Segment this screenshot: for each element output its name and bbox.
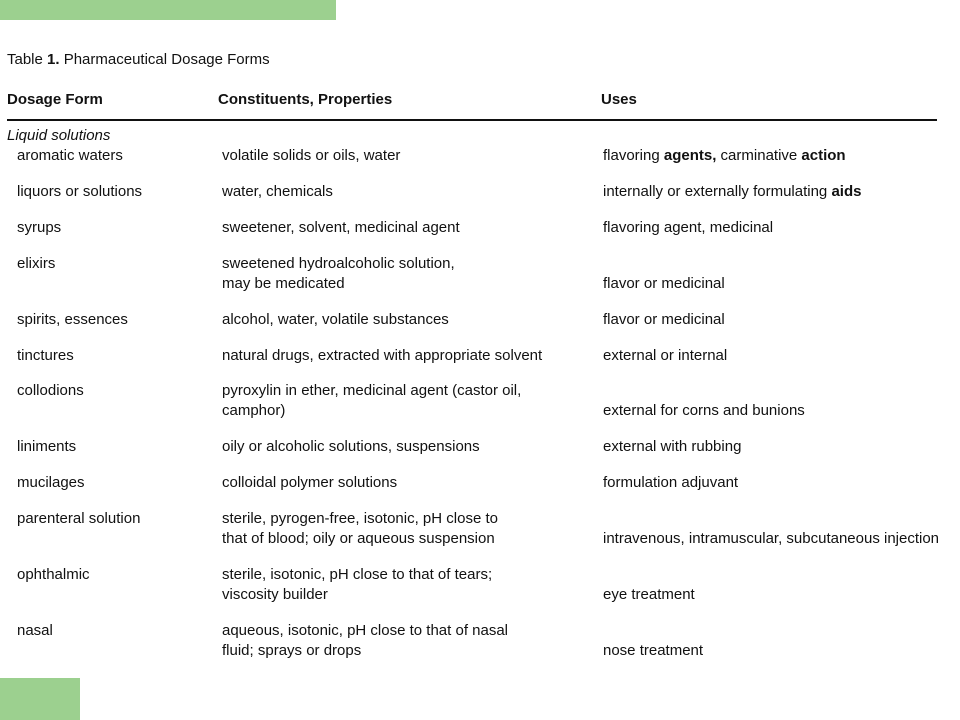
group-label: Liquid solutions xyxy=(7,127,111,144)
constituents-cell: sweetened hydroalcoholic solution, may be medicated xyxy=(222,255,455,292)
uses-cell: external for corns and bunions xyxy=(603,402,805,419)
constituents-cell: alcohol, water, volatile substances xyxy=(222,311,449,328)
constituents-cell: colloidal polymer solutions xyxy=(222,474,398,491)
header-uses: Uses xyxy=(601,91,637,108)
uses-cell: flavoring agent, medicinal xyxy=(603,219,774,236)
constituents-cell: sterile, pyrogen-free, isotonic, pH close to that of blood; oily or aqueous suspension xyxy=(222,510,498,547)
caption-prefix: Table xyxy=(7,51,48,68)
form-cell: syrups xyxy=(17,219,62,236)
header-constituents: Constituents, Properties xyxy=(218,91,393,108)
top-accent-bar xyxy=(0,0,336,20)
constituents-cell: sweetener, solvent, medicinal agent xyxy=(222,219,460,236)
form-cell: liniments xyxy=(17,438,77,455)
constituents-cell: volatile solids or oils, water xyxy=(222,147,401,164)
uses-cell: eye treatment xyxy=(603,586,695,603)
caption-title: Pharmaceutical Dosage Forms xyxy=(59,51,270,68)
form-cell: spirits, essences xyxy=(17,311,128,328)
uses-cell: formulation adjuvant xyxy=(603,474,739,491)
uses-cell: flavor or medicinal xyxy=(603,275,725,292)
form-cell: collodions xyxy=(17,382,84,399)
constituents-cell: pyroxylin in ether, medicinal agent (castor oil, camphor) xyxy=(222,382,522,419)
form-cell: mucilages xyxy=(17,474,85,491)
uses-cell: external with rubbing xyxy=(603,438,742,455)
constituents-cell: sterile, isotonic, pH close to that of tears; viscosity builder xyxy=(222,566,493,603)
form-cell: nasal xyxy=(17,622,53,639)
uses-cell: external or internal xyxy=(603,347,728,364)
uses-cell: nose treatment xyxy=(603,642,704,659)
form-cell: parenteral solution xyxy=(17,510,141,527)
caption-number: 1. xyxy=(47,51,60,68)
bottom-accent-bar xyxy=(0,678,80,720)
uses-cell: intravenous, intramuscular, subcutaneous injection xyxy=(603,530,940,547)
constituents-cell: oily or alcoholic solutions, suspensions xyxy=(222,438,480,455)
constituents-cell: aqueous, isotonic, pH close to that of nasal fluid; sprays or drops xyxy=(222,622,509,659)
form-cell: aromatic waters xyxy=(17,147,123,164)
form-cell: elixirs xyxy=(17,255,56,272)
header-dosage-form: Dosage Form xyxy=(7,91,103,108)
uses-cell: flavor or medicinal xyxy=(603,311,725,328)
table-caption xyxy=(7,51,270,68)
header-rule xyxy=(7,119,937,121)
constituents-cell: water, chemicals xyxy=(222,183,333,200)
uses-cell: flavoring agents, carminative action xyxy=(603,147,846,164)
uses-cell: internally or externally formulating aids xyxy=(603,183,862,200)
constituents-cell: natural drugs, extracted with appropriate solvent xyxy=(222,347,543,364)
form-cell: ophthalmic xyxy=(17,566,90,583)
form-cell: liquors or solutions xyxy=(17,183,143,200)
form-cell: tinctures xyxy=(17,347,74,364)
